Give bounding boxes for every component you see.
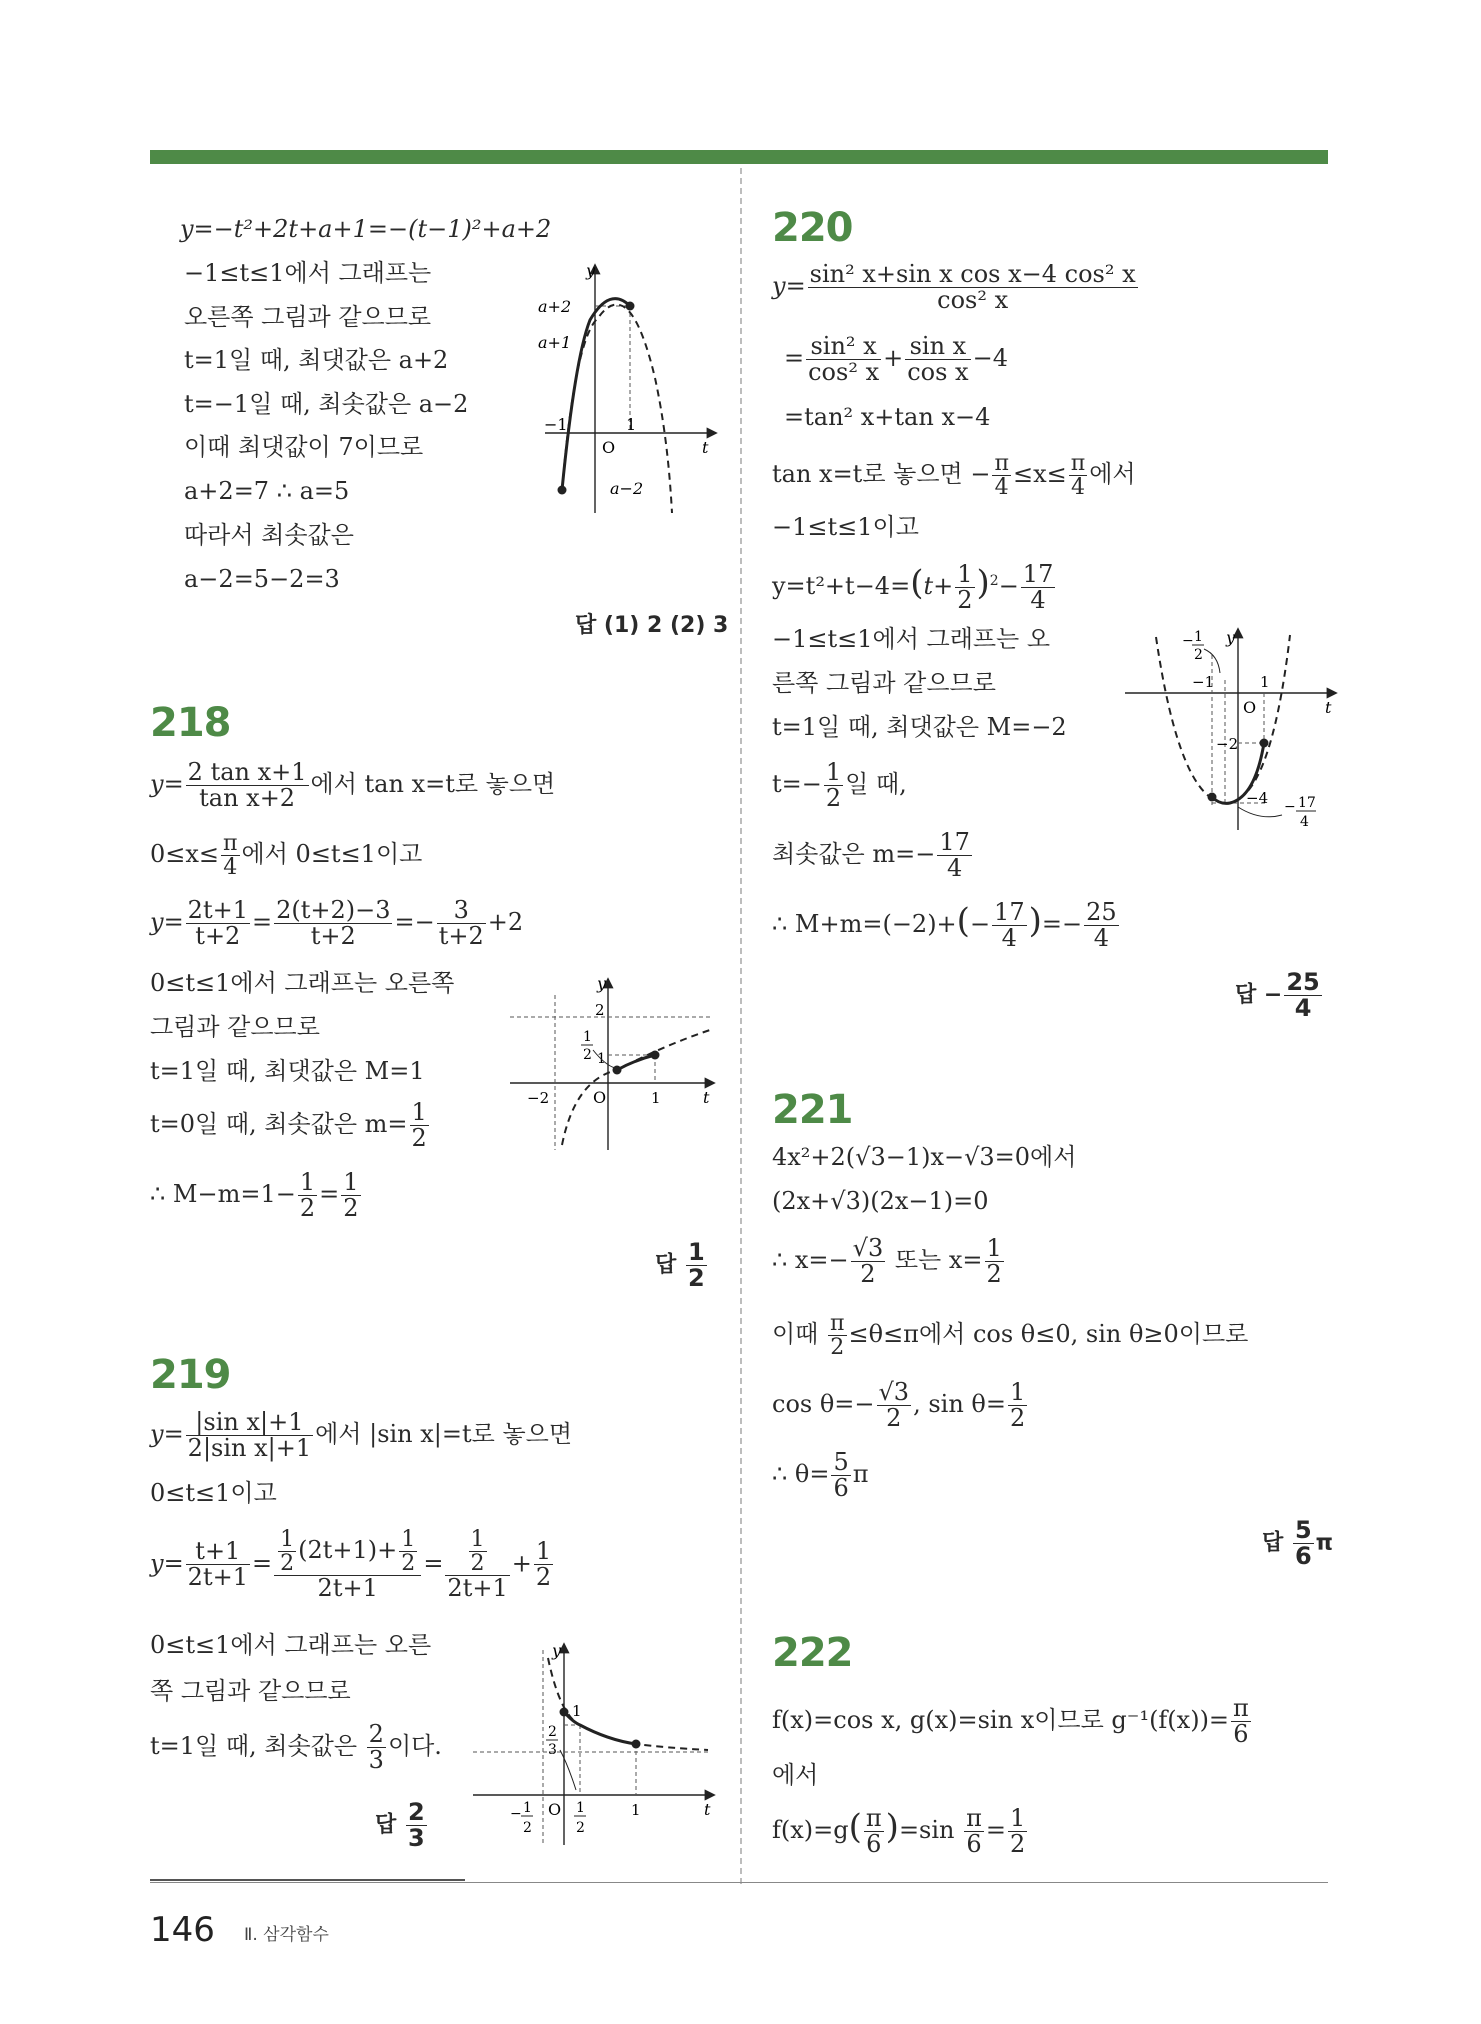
prev-graph-max-point: [626, 302, 635, 311]
p220-line-11: 최솟값은 m=− $\frac{17}{4}$: [772, 828, 970, 883]
prev-answer: 답 (1) 2 (2) 3: [575, 613, 729, 638]
p221-line-5: cos θ=− $\frac{√3}{2}$ , sin θ= $\frac{1}{2}$: [772, 1378, 1026, 1433]
prev-graph-label-a2: a+2: [538, 297, 572, 316]
p218-l1-den: tan x+2: [199, 784, 296, 813]
p221-answer: 답 $\frac{5}{6}$ π: [1262, 1516, 1334, 1571]
p219-answer: 답 $\frac{2}{3}$: [375, 1798, 425, 1853]
prev-graph-tick-1: 1: [626, 415, 637, 434]
svg-text:t: t: [704, 1800, 711, 1819]
p221-line-6: ∴ θ= $\frac{5}{6}$ π: [772, 1448, 869, 1503]
svg-text:t: t: [703, 1088, 710, 1107]
svg-text:2: 2: [1194, 647, 1203, 663]
prev-graph-tick-neg1: −1: [544, 415, 568, 434]
prev-graph-label-am2: a−2: [610, 479, 644, 498]
prev-line-9: a−2=5−2=3: [184, 565, 340, 593]
p218-line-6: t=1일 때, 최댓값은 M=1: [150, 1057, 425, 1085]
svg-text:O: O: [593, 1088, 607, 1107]
svg-text:2: 2: [595, 1001, 605, 1019]
p221-line-2: (2x+√3)(2x−1)=0: [772, 1187, 989, 1215]
prev-graph: [530, 258, 720, 518]
p219-line-2: 0≤t≤1이고: [150, 1479, 277, 1507]
p222-line-3: f(x)=g( $\frac{\pi}{6}$ )=sin $\frac{\pi}{6}$ = $\frac{1}{2}$: [772, 1804, 1026, 1859]
p221-line-1: 4x²+2(√3−1)x−√3=0에서: [772, 1143, 1077, 1171]
p221-line-3: ∴ x=− $\frac{√3}{2}$ 또는 x= $\frac{1}{2}$: [772, 1234, 1002, 1289]
svg-text:−: −: [510, 1806, 522, 1822]
p218-line-1: y= $\frac{\text{2 tan x+1}}{\text{tan x+2}}$ 에서 tan x=t로 놓으면: [150, 758, 556, 813]
p220-line-12: ∴ M+m=(−2)+(− $\frac{17}{4}$ )=− $\frac{25}{4}$: [772, 898, 1117, 953]
p219-line-6: t=1일 때, 최솟값은 $\frac{2}{3}$ 이다.: [150, 1720, 442, 1775]
p218-graph: [505, 975, 720, 1155]
prev-graph-label-a1: a+1: [538, 333, 572, 352]
svg-text:−: −: [1284, 799, 1296, 815]
svg-text:1: 1: [572, 1702, 582, 1720]
svg-text:1: 1: [651, 1089, 661, 1107]
prev-line-2: −1≤t≤1에서 그래프는: [184, 259, 432, 287]
p218-line-3: y= $\frac{2t+1}{t+2}$ = $\frac{2(t+2)-3}{t+2}$ =− $\frac{3}{t+2}$ +2: [150, 896, 524, 951]
prev-line-4: t=1일 때, 최댓값은 a+2: [184, 346, 449, 374]
p218-answer: 답 $\frac{1}{2}$: [655, 1238, 705, 1293]
svg-text:t: t: [1325, 698, 1332, 717]
chapter-label: Ⅱ. 삼각함수: [244, 1925, 329, 1945]
prev-graph-curve-solid: [562, 299, 630, 490]
problem-number-221: 221: [772, 1087, 853, 1133]
problem-number-220: 220: [772, 205, 853, 251]
prev-line-7: a+2=7 ∴ a=5: [184, 477, 350, 505]
p220-answer: 답 − $\frac{25}{4}$: [1235, 968, 1320, 1023]
column-divider: [740, 168, 742, 1884]
svg-text:1: 1: [523, 1800, 532, 1816]
prev-line-5: t=−1일 때, 최솟값은 a−2: [184, 390, 469, 418]
svg-text:17: 17: [1298, 795, 1316, 811]
svg-text:−1: −1: [1192, 673, 1215, 691]
svg-text:1: 1: [1194, 629, 1203, 645]
p218-line-4: 0≤t≤1에서 그래프는 오른쪽: [150, 969, 455, 997]
p219-line-3: y= $\frac{t+1}{2t+1}$ = $\frac{1}{2}$ (2t+1)+ $\frac{1}{2}$ 2t+1 = $\frac{\frac{1}{2}}{2t+1}$ + $\frac{1}{2}$: [150, 1527, 552, 1603]
p221-line-4: 이때 $\frac{\pi}{2}$ ≤θ≤π에서 cos θ≤0, sin θ≥0이므로: [772, 1311, 1249, 1361]
problem-number-218: 218: [150, 700, 231, 746]
svg-text:y: y: [1226, 628, 1236, 647]
svg-text:−2: −2: [527, 1089, 550, 1107]
svg-text:4: 4: [1300, 814, 1309, 830]
p220-line-2: = $\frac{\text{sin² x}}{\text{cos² x}}$ + $\frac{\text{sin x}}{\text{cos x}}$ −4: [784, 332, 1008, 387]
svg-text:2: 2: [583, 1047, 592, 1063]
svg-text:3: 3: [548, 1742, 557, 1758]
svg-text:1: 1: [583, 1029, 592, 1045]
p218-line-5: 그림과 같으므로: [150, 1013, 320, 1041]
svg-text:y: y: [552, 1641, 562, 1660]
p218-l1-tail: 에서 tan x=t로 놓으면: [310, 770, 556, 799]
top-green-bar: [150, 150, 1328, 164]
prev-graph-min-point: [558, 486, 567, 495]
p219-line-5: 쪽 그림과 같으므로: [150, 1677, 351, 1705]
svg-text:2: 2: [523, 1820, 532, 1836]
svg-text:1: 1: [576, 1800, 585, 1816]
p220-line-3: =tan² x+tan x−4: [784, 403, 991, 431]
p220-line-7: −1≤t≤1에서 그래프는 오: [772, 625, 1051, 653]
p218-line-8: ∴ M−m=1− $\frac{1}{2}$ = $\frac{1}{2}$: [150, 1168, 359, 1223]
p218-line-7: t=0일 때, 최솟값은 m= $\frac{1}{2}$: [150, 1098, 427, 1153]
p218-line-2: 0≤x≤ $\frac{\pi}{4}$ 에서 0≤t≤1이고: [150, 831, 423, 881]
p222-line-2: 에서: [772, 1761, 819, 1789]
svg-text:−4: −4: [1246, 789, 1269, 807]
prev-line-6: 이때 최댓값이 7이므로: [184, 433, 424, 461]
p219-line-4: 0≤t≤1에서 그래프는 오른: [150, 1631, 432, 1659]
svg-text:y: y: [597, 975, 607, 993]
p219-line-1: y= $\frac{\text{|sin x|+1}}{\text{2|sin x|+1}}$ 에서 |sin x|=t로 놓으면: [150, 1408, 573, 1463]
p220-line-6: y=t²+t−4=(t+ $\frac{1}{2}$ )$^2$− $\frac{17}{4}$: [772, 560, 1054, 615]
p220-line-8: 른쪽 그림과 같으므로: [772, 669, 996, 697]
footer-rule-accent: [150, 1879, 465, 1881]
p222-line-1: f(x)=cos x, g(x)=sin x이므로 g⁻¹(f(x))= $\frac{\pi}{6}$: [772, 1694, 1249, 1749]
footer-rule: [150, 1882, 1328, 1883]
svg-text:−: −: [1182, 633, 1194, 649]
page-number: 146: [150, 1910, 215, 1950]
svg-text:1: 1: [631, 1801, 641, 1819]
svg-text:2: 2: [548, 1724, 557, 1740]
svg-text:O: O: [1243, 698, 1257, 717]
p220-line-5: −1≤t≤1이고: [772, 513, 919, 541]
prev-graph-t-label: t: [702, 438, 709, 457]
p218-l1-num: 2 tan x+1: [187, 758, 307, 786]
svg-text:2: 2: [576, 1820, 585, 1836]
prev-line-1: y=−t²+2t+a+1=−(t−1)²+a+2: [180, 215, 552, 243]
prev-graph-y-label: y: [586, 261, 596, 280]
p220-graph: [1120, 625, 1340, 840]
svg-text:O: O: [548, 1800, 562, 1819]
p220-line-9: t=1일 때, 최댓값은 M=−2: [772, 713, 1067, 741]
prev-line-8: 따라서 최솟값은: [184, 521, 354, 549]
p220-line-4: tan x=t로 놓으면 − $\frac{\pi}{4}$ ≤x≤ $\frac{\pi}{4}$ 에서: [772, 451, 1136, 501]
prev-graph-origin: O: [602, 438, 616, 457]
svg-text:−2: −2: [1216, 735, 1239, 753]
prev-line-3: 오른쪽 그림과 같으므로: [184, 303, 432, 331]
problem-number-219: 219: [150, 1352, 231, 1398]
svg-text:1: 1: [1260, 673, 1270, 691]
svg-text:1: 1: [597, 1051, 606, 1067]
problem-number-222: 222: [772, 1630, 853, 1676]
p220-line-1: y= $\frac{\text{sin² x+sin x cos x−4 cos² x}}{\text{cos² x}}$: [772, 260, 1136, 315]
p220-line-10: t=− $\frac{1}{2}$ 일 때,: [772, 758, 907, 813]
p219-graph: [468, 1640, 718, 1850]
